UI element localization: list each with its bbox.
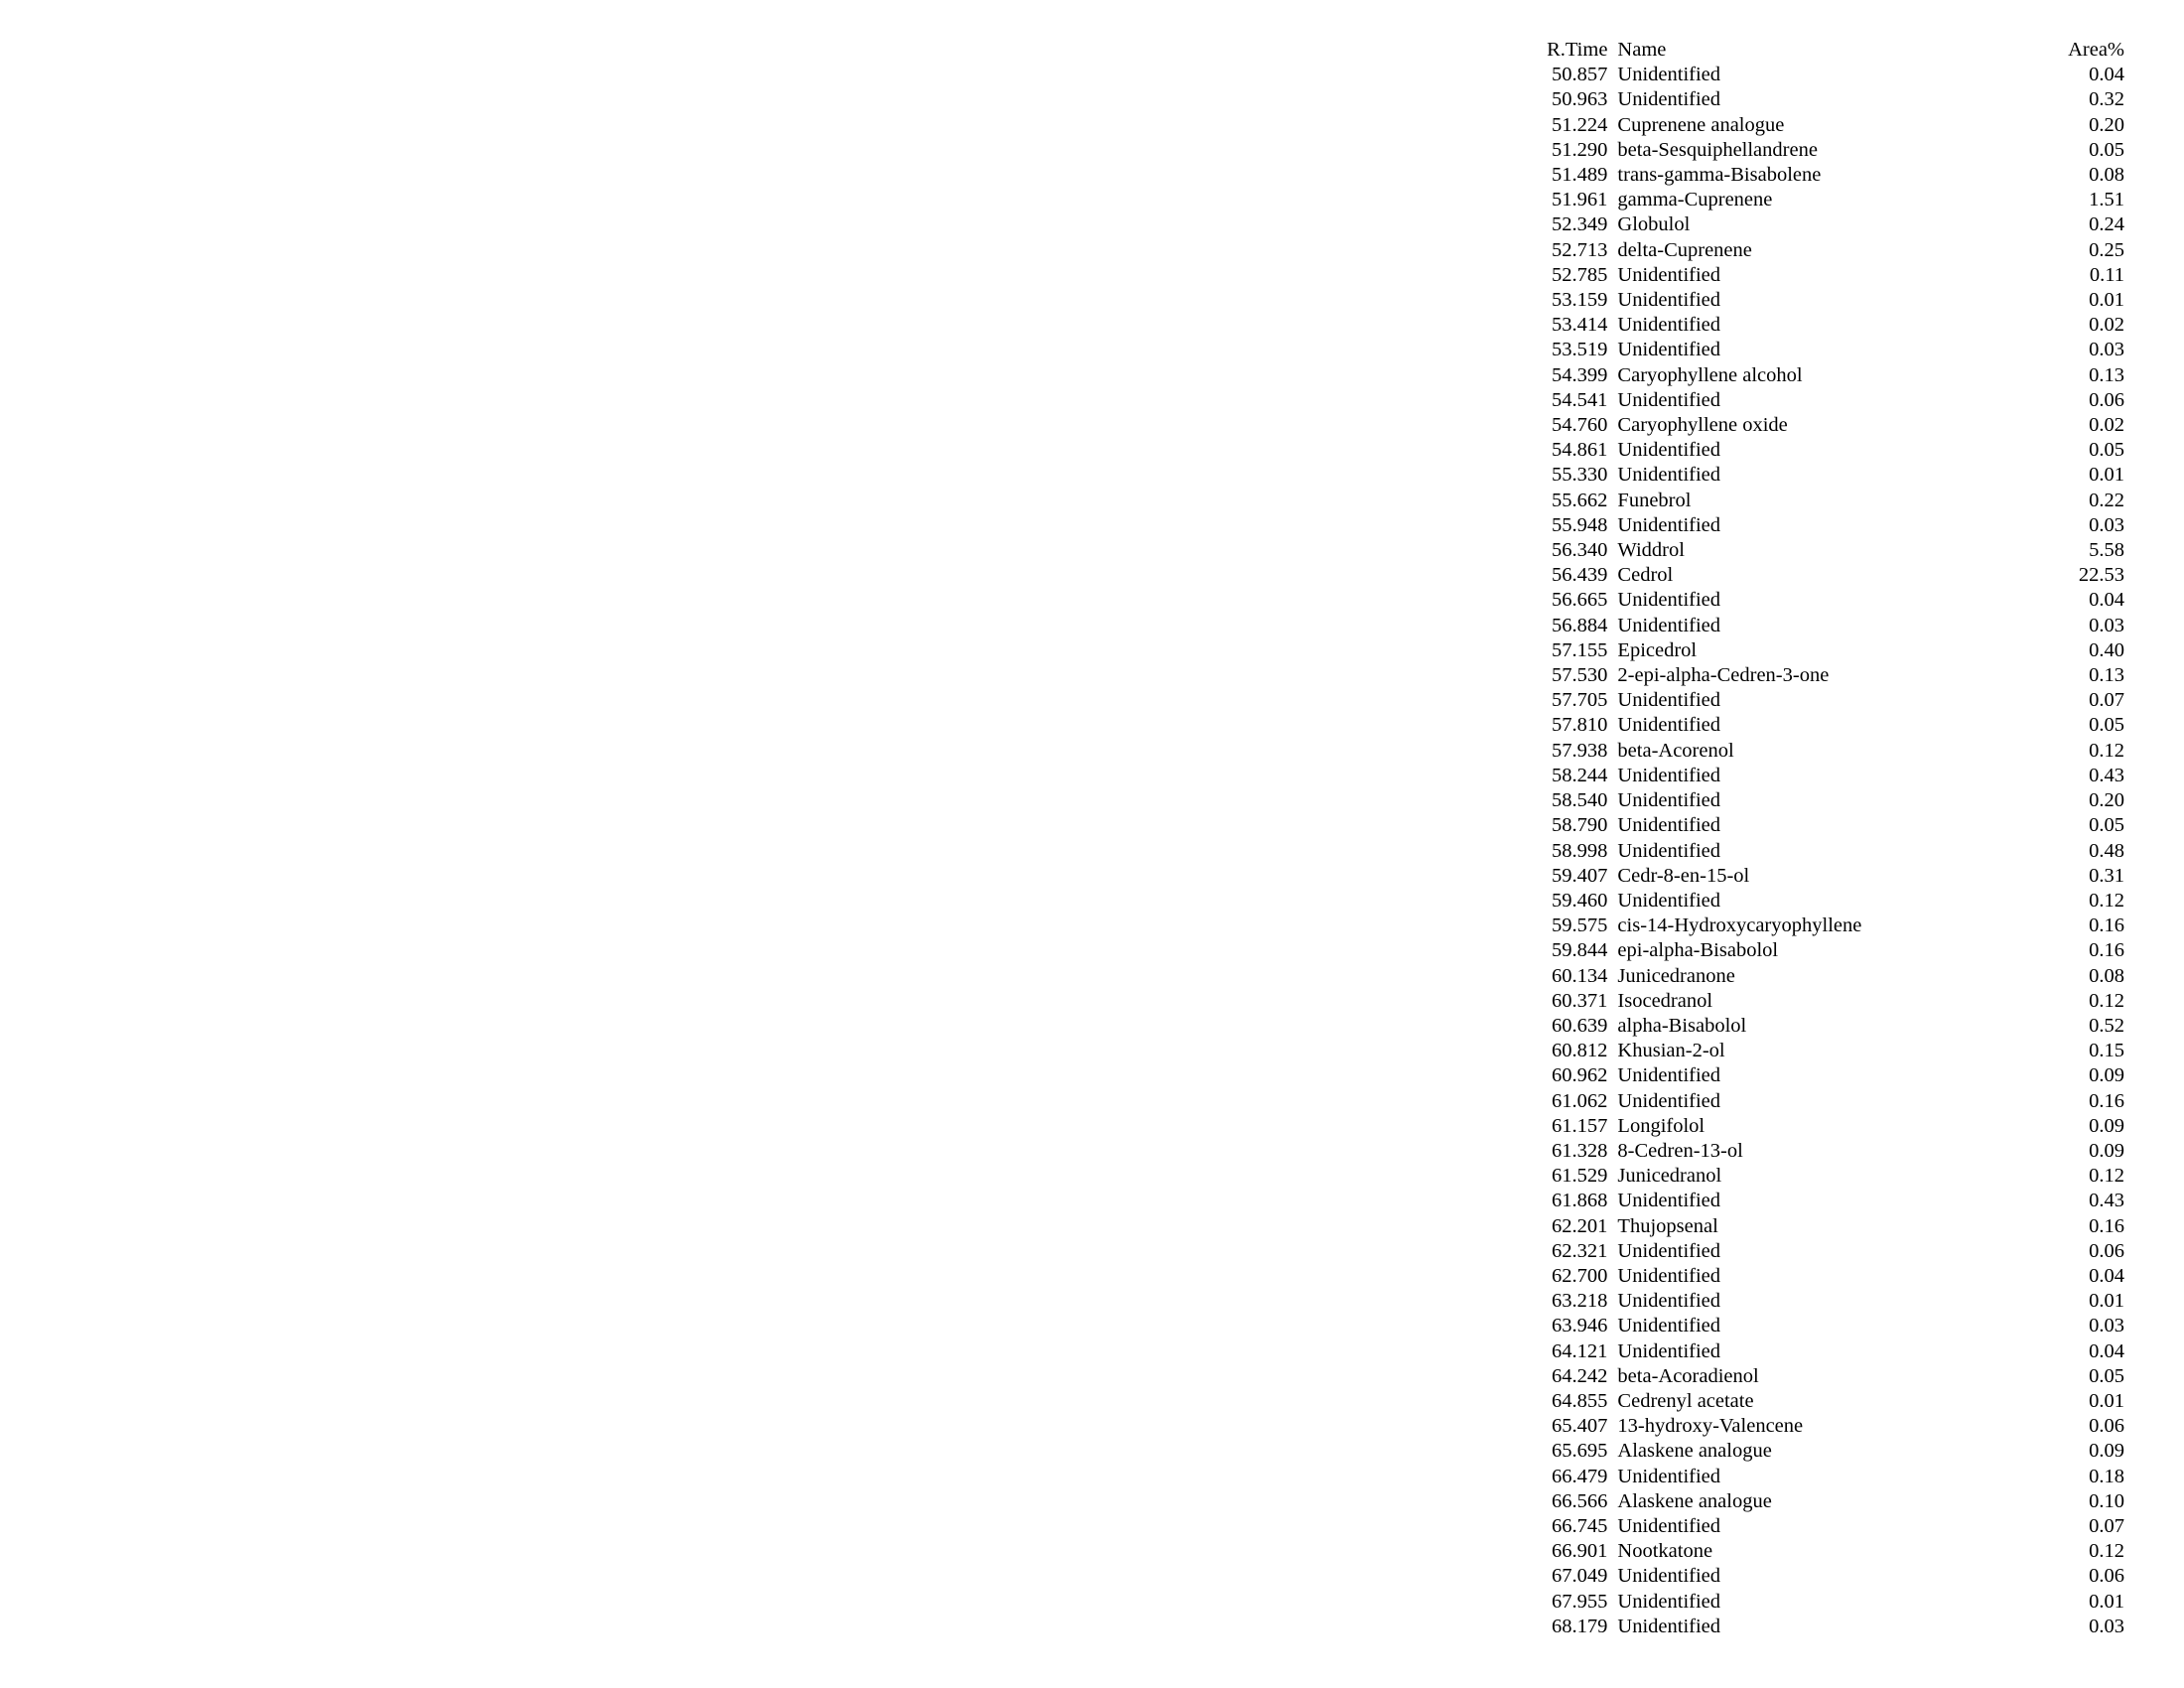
- table-row: [1529, 1114, 2124, 1139]
- cell-rtime: 64.855: [1552, 1389, 1608, 1412]
- cell-area: 0.11: [2089, 263, 2124, 286]
- cell-name: Unidentified: [1617, 814, 1721, 837]
- cell-name: Unidentified: [1617, 88, 1721, 111]
- cell-name: Unidentified: [1617, 1315, 1721, 1337]
- cell-name: Unidentified: [1617, 589, 1721, 612]
- cell-area: 0.12: [2089, 739, 2124, 762]
- cell-rtime: 57.155: [1552, 638, 1608, 661]
- cell-area: 0.20: [2089, 789, 2124, 812]
- cell-name: Unidentified: [1617, 1465, 1721, 1487]
- cell-rtime: 66.479: [1552, 1465, 1608, 1487]
- cell-rtime: 61.529: [1552, 1165, 1608, 1188]
- cell-area: 0.03: [2089, 1315, 2124, 1337]
- cell-area: 0.16: [2089, 1089, 2124, 1112]
- header-name: Name: [1617, 39, 1667, 61]
- cell-area: 0.09: [2089, 1064, 2124, 1087]
- cell-area: 0.01: [2089, 1389, 2124, 1412]
- cell-name: Cuprenene analogue: [1617, 113, 1785, 136]
- cell-area: 0.09: [2089, 1139, 2124, 1162]
- cell-name: Cedr-8-en-15-ol: [1617, 864, 1750, 887]
- table-row: [1529, 739, 2124, 764]
- table-row: [1529, 313, 2124, 338]
- cell-area: 0.16: [2089, 1214, 2124, 1237]
- table-row: [1529, 1439, 2124, 1464]
- cell-name: trans-gamma-Bisabolene: [1617, 164, 1822, 187]
- table-row: [1529, 1189, 2124, 1213]
- cell-name: Unidentified: [1617, 314, 1721, 337]
- cell-area: 0.03: [2089, 339, 2124, 361]
- table-row: [1529, 1389, 2124, 1414]
- table-row: [1529, 1063, 2124, 1088]
- table-row: [1529, 1014, 2124, 1039]
- cell-area: 0.22: [2089, 489, 2124, 511]
- cell-area: 0.04: [2089, 1264, 2124, 1287]
- cell-area: 0.13: [2089, 664, 2124, 687]
- table-row: [1529, 1514, 2124, 1539]
- cell-rtime: 51.961: [1552, 189, 1608, 211]
- table-row: [1529, 1590, 2124, 1615]
- cell-rtime: 61.157: [1552, 1114, 1608, 1137]
- cell-name: beta-Acorenol: [1617, 739, 1734, 762]
- cell-area: 0.06: [2089, 1415, 2124, 1438]
- cell-rtime: 60.962: [1552, 1064, 1608, 1087]
- cell-name: Unidentified: [1617, 1239, 1721, 1262]
- cell-name: Globulol: [1617, 213, 1691, 236]
- cell-rtime: 62.321: [1552, 1239, 1608, 1262]
- cell-name: Unidentified: [1617, 1339, 1721, 1362]
- cell-rtime: 50.857: [1552, 64, 1608, 86]
- table-header-row: [1529, 38, 2124, 63]
- cell-rtime: 62.201: [1552, 1214, 1608, 1237]
- cell-area: 0.43: [2089, 764, 2124, 786]
- cell-name: Unidentified: [1617, 1290, 1721, 1313]
- cell-name: Alaskene analogue: [1617, 1489, 1772, 1512]
- cell-area: 0.18: [2089, 1465, 2124, 1487]
- cell-rtime: 67.049: [1552, 1565, 1608, 1588]
- cell-area: 0.06: [2089, 1239, 2124, 1262]
- cell-area: 22.53: [2078, 564, 2124, 587]
- cell-area: 0.05: [2089, 1364, 2124, 1387]
- cell-rtime: 61.328: [1552, 1139, 1608, 1162]
- table-row: [1529, 513, 2124, 538]
- cell-area: 0.01: [2089, 1290, 2124, 1313]
- cell-rtime: 54.399: [1552, 363, 1608, 386]
- cell-rtime: 53.519: [1552, 339, 1608, 361]
- cell-area: 0.20: [2089, 113, 2124, 136]
- cell-area: 0.48: [2089, 839, 2124, 862]
- cell-rtime: 59.844: [1552, 939, 1608, 962]
- cell-area: 0.16: [2089, 914, 2124, 937]
- cell-name: Unidentified: [1617, 1264, 1721, 1287]
- cell-rtime: 51.290: [1552, 138, 1608, 161]
- table-row: [1529, 1039, 2124, 1063]
- cell-area: 0.05: [2089, 814, 2124, 837]
- cell-rtime: 54.760: [1552, 414, 1608, 437]
- table-row: [1529, 864, 2124, 889]
- table-row: [1529, 1239, 2124, 1264]
- table-row: [1529, 1164, 2124, 1189]
- cell-name: Cedrol: [1617, 564, 1674, 587]
- cell-rtime: 56.340: [1552, 539, 1608, 562]
- cell-name: Unidentified: [1617, 714, 1721, 737]
- cell-rtime: 54.541: [1552, 388, 1608, 411]
- header-area: Area%: [2068, 39, 2124, 61]
- cell-name: Unidentified: [1617, 263, 1721, 286]
- cell-rtime: 55.330: [1552, 464, 1608, 487]
- cell-area: 0.16: [2089, 939, 2124, 962]
- cell-name: Unidentified: [1617, 764, 1721, 786]
- cell-name: Unidentified: [1617, 689, 1721, 712]
- cell-rtime: 65.407: [1552, 1415, 1608, 1438]
- cell-rtime: 57.530: [1552, 664, 1608, 687]
- cell-area: 1.51: [2089, 189, 2124, 211]
- cell-name: Khusian-2-ol: [1617, 1040, 1725, 1062]
- table-row: [1529, 1264, 2124, 1289]
- table-row: [1529, 938, 2124, 963]
- table-row: [1529, 1339, 2124, 1364]
- cell-name: Isocedranol: [1617, 989, 1713, 1012]
- table-row: [1529, 788, 2124, 813]
- cell-area: 0.06: [2089, 388, 2124, 411]
- table-row: [1529, 338, 2124, 362]
- cell-area: 0.08: [2089, 964, 2124, 987]
- table-row: [1529, 713, 2124, 738]
- cell-name: Unidentified: [1617, 1514, 1721, 1537]
- table-row: [1529, 914, 2124, 938]
- table-row: [1529, 413, 2124, 438]
- table-row: [1529, 1615, 2124, 1639]
- cell-area: 0.02: [2089, 314, 2124, 337]
- cell-area: 0.03: [2089, 614, 2124, 636]
- table-row: [1529, 538, 2124, 563]
- cell-rtime: 68.179: [1552, 1615, 1608, 1637]
- cell-name: Epicedrol: [1617, 638, 1698, 661]
- table-row: [1529, 588, 2124, 613]
- table-row: [1529, 614, 2124, 638]
- cell-name: epi-alpha-Bisabolol: [1617, 939, 1779, 962]
- table-row: [1529, 638, 2124, 663]
- cell-rtime: 56.439: [1552, 564, 1608, 587]
- cell-rtime: 64.242: [1552, 1364, 1608, 1387]
- table-row: [1529, 163, 2124, 188]
- cell-area: 0.07: [2089, 1514, 2124, 1537]
- cell-area: 0.15: [2089, 1040, 2124, 1062]
- table-body: [1529, 63, 2124, 1639]
- cell-name: Unidentified: [1617, 889, 1721, 912]
- cell-area: 0.09: [2089, 1114, 2124, 1137]
- cell-name: Caryophyllene oxide: [1617, 414, 1788, 437]
- compound-table-container: [1529, 38, 2124, 1639]
- cell-rtime: 67.955: [1552, 1590, 1608, 1613]
- cell-rtime: 54.861: [1552, 439, 1608, 462]
- cell-rtime: 52.785: [1552, 263, 1608, 286]
- cell-area: 0.25: [2089, 238, 2124, 261]
- table-row: [1529, 663, 2124, 688]
- cell-area: 0.52: [2089, 1014, 2124, 1037]
- cell-rtime: 66.901: [1552, 1540, 1608, 1563]
- cell-name: Unidentified: [1617, 339, 1721, 361]
- cell-rtime: 64.121: [1552, 1339, 1608, 1362]
- table-row: [1529, 889, 2124, 914]
- cell-rtime: 60.812: [1552, 1040, 1608, 1062]
- cell-area: 0.12: [2089, 1165, 2124, 1188]
- table-row: [1529, 688, 2124, 713]
- table-row: [1529, 263, 2124, 288]
- table-row: [1529, 1314, 2124, 1338]
- table-row: [1529, 1489, 2124, 1514]
- table-row: [1529, 764, 2124, 788]
- cell-rtime: 59.575: [1552, 914, 1608, 937]
- cell-name: 13-hydroxy-Valencene: [1617, 1415, 1804, 1438]
- cell-name: beta-Sesquiphellandrene: [1617, 138, 1818, 161]
- cell-area: 0.12: [2089, 889, 2124, 912]
- cell-area: 0.06: [2089, 1565, 2124, 1588]
- cell-name: Unidentified: [1617, 64, 1721, 86]
- cell-rtime: 51.224: [1552, 113, 1608, 136]
- cell-name: alpha-Bisabolol: [1617, 1014, 1747, 1037]
- cell-name: Longifolol: [1617, 1114, 1706, 1137]
- cell-rtime: 59.460: [1552, 889, 1608, 912]
- cell-area: 0.08: [2089, 164, 2124, 187]
- cell-name: 8-Cedren-13-ol: [1617, 1139, 1743, 1162]
- cell-area: 0.31: [2089, 864, 2124, 887]
- cell-area: 0.01: [2089, 1590, 2124, 1613]
- table-row: [1529, 964, 2124, 989]
- cell-name: Nootkatone: [1617, 1540, 1713, 1563]
- cell-name: Unidentified: [1617, 1590, 1721, 1613]
- table-row: [1529, 438, 2124, 463]
- cell-name: Unidentified: [1617, 1089, 1721, 1112]
- table-row: [1529, 238, 2124, 263]
- table-row: [1529, 1465, 2124, 1489]
- cell-rtime: 55.662: [1552, 489, 1608, 511]
- cell-name: Unidentified: [1617, 439, 1721, 462]
- cell-rtime: 56.884: [1552, 614, 1608, 636]
- cell-area: 0.01: [2089, 464, 2124, 487]
- cell-rtime: 65.695: [1552, 1440, 1608, 1463]
- cell-name: Cedrenyl acetate: [1617, 1389, 1754, 1412]
- cell-area: 0.03: [2089, 1615, 2124, 1637]
- cell-name: Junicedranone: [1617, 964, 1735, 987]
- cell-name: Unidentified: [1617, 1190, 1721, 1212]
- cell-name: Unidentified: [1617, 513, 1721, 536]
- table-row: [1529, 1089, 2124, 1114]
- cell-rtime: 60.134: [1552, 964, 1608, 987]
- cell-name: Unidentified: [1617, 464, 1721, 487]
- cell-name: cis-14-Hydroxycaryophyllene: [1617, 914, 1862, 937]
- table-row: [1529, 188, 2124, 212]
- cell-rtime: 53.159: [1552, 289, 1608, 312]
- cell-rtime: 60.371: [1552, 989, 1608, 1012]
- cell-rtime: 62.700: [1552, 1264, 1608, 1287]
- cell-area: 0.32: [2089, 88, 2124, 111]
- cell-name: gamma-Cuprenene: [1617, 189, 1773, 211]
- cell-rtime: 50.963: [1552, 88, 1608, 111]
- table-row: [1529, 563, 2124, 588]
- cell-area: 0.12: [2089, 989, 2124, 1012]
- table-row: [1529, 813, 2124, 838]
- table-row: [1529, 989, 2124, 1014]
- table-row: [1529, 1139, 2124, 1164]
- table-row: [1529, 113, 2124, 138]
- table-row: [1529, 138, 2124, 163]
- cell-name: beta-Acoradienol: [1617, 1364, 1759, 1387]
- cell-area: 0.05: [2089, 138, 2124, 161]
- cell-rtime: 58.540: [1552, 789, 1608, 812]
- cell-area: 0.10: [2089, 1489, 2124, 1512]
- table-row: [1529, 1289, 2124, 1314]
- cell-name: Funebrol: [1617, 489, 1692, 511]
- table-row: [1529, 1414, 2124, 1439]
- cell-name: 2-epi-alpha-Cedren-3-one: [1617, 664, 1830, 687]
- cell-area: 0.02: [2089, 414, 2124, 437]
- cell-area: 0.04: [2089, 589, 2124, 612]
- table-row: [1529, 363, 2124, 388]
- cell-name: Caryophyllene alcohol: [1617, 363, 1803, 386]
- cell-name: delta-Cuprenene: [1617, 238, 1752, 261]
- cell-area: 0.01: [2089, 289, 2124, 312]
- cell-name: Unidentified: [1617, 1615, 1721, 1637]
- cell-area: 0.05: [2089, 439, 2124, 462]
- cell-rtime: 53.414: [1552, 314, 1608, 337]
- cell-area: 0.40: [2089, 638, 2124, 661]
- cell-rtime: 63.218: [1552, 1290, 1608, 1313]
- cell-area: 0.07: [2089, 689, 2124, 712]
- cell-area: 0.13: [2089, 363, 2124, 386]
- cell-area: 0.43: [2089, 1190, 2124, 1212]
- header-rtime: R.Time: [1547, 39, 1608, 61]
- table-row: [1529, 288, 2124, 313]
- table-row: [1529, 87, 2124, 112]
- cell-rtime: 66.745: [1552, 1514, 1608, 1537]
- cell-rtime: 58.998: [1552, 839, 1608, 862]
- table-row: [1529, 463, 2124, 488]
- cell-area: 5.58: [2089, 539, 2124, 562]
- cell-area: 0.04: [2089, 1339, 2124, 1362]
- cell-rtime: 52.713: [1552, 238, 1608, 261]
- cell-rtime: 66.566: [1552, 1489, 1608, 1512]
- cell-rtime: 59.407: [1552, 864, 1608, 887]
- cell-area: 0.05: [2089, 714, 2124, 737]
- cell-area: 0.09: [2089, 1440, 2124, 1463]
- cell-rtime: 60.639: [1552, 1014, 1608, 1037]
- cell-rtime: 63.946: [1552, 1315, 1608, 1337]
- cell-name: Unidentified: [1617, 289, 1721, 312]
- cell-area: 0.24: [2089, 213, 2124, 236]
- table-row: [1529, 1564, 2124, 1589]
- cell-name: Unidentified: [1617, 789, 1721, 812]
- cell-area: 0.04: [2089, 64, 2124, 86]
- cell-area: 0.12: [2089, 1540, 2124, 1563]
- table-row: [1529, 1539, 2124, 1564]
- table-row: [1529, 489, 2124, 513]
- cell-name: Unidentified: [1617, 388, 1721, 411]
- cell-rtime: 56.665: [1552, 589, 1608, 612]
- cell-rtime: 61.062: [1552, 1089, 1608, 1112]
- cell-name: Widdrol: [1617, 539, 1685, 562]
- cell-rtime: 57.810: [1552, 714, 1608, 737]
- table-row: [1529, 212, 2124, 237]
- cell-rtime: 52.349: [1552, 213, 1608, 236]
- cell-rtime: 57.938: [1552, 739, 1608, 762]
- cell-rtime: 61.868: [1552, 1190, 1608, 1212]
- cell-name: Unidentified: [1617, 839, 1721, 862]
- cell-area: 0.03: [2089, 513, 2124, 536]
- cell-name: Unidentified: [1617, 614, 1721, 636]
- table-row: [1529, 388, 2124, 413]
- cell-name: Alaskene analogue: [1617, 1440, 1772, 1463]
- cell-name: Unidentified: [1617, 1565, 1721, 1588]
- cell-name: Thujopsenal: [1617, 1214, 1718, 1237]
- cell-rtime: 55.948: [1552, 513, 1608, 536]
- cell-rtime: 51.489: [1552, 164, 1608, 187]
- table-row: [1529, 1364, 2124, 1389]
- table-row: [1529, 63, 2124, 87]
- cell-rtime: 57.705: [1552, 689, 1608, 712]
- cell-name: Junicedranol: [1617, 1165, 1722, 1188]
- table-row: [1529, 839, 2124, 864]
- table-row: [1529, 1214, 2124, 1239]
- cell-rtime: 58.790: [1552, 814, 1608, 837]
- cell-name: Unidentified: [1617, 1064, 1721, 1087]
- compound-table: [1529, 38, 2124, 1639]
- cell-rtime: 58.244: [1552, 764, 1608, 786]
